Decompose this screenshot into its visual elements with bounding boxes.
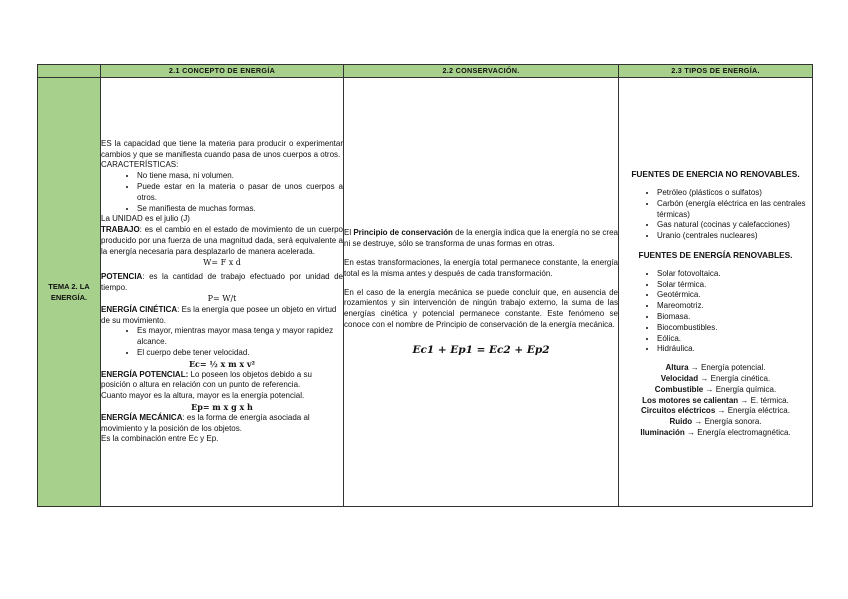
- cinetica-definition: [101, 305, 343, 327]
- relation-term: Circuitos eléctricos: [641, 406, 716, 416]
- relation-value: Energía sonora.: [704, 417, 762, 427]
- relation-value: Energía eléctrica.: [727, 406, 790, 416]
- list-item: • Gas natural (cocinas y calefacciones): [657, 220, 812, 231]
- trabajo-text: : es el cambio en el estado de movimiento de un cuerpo producido por una fuerza de una magnitud dada, será equivalente a la energía necesaria para desplazarlo de manera acelerada.: [101, 225, 343, 256]
- relation-term: Iluminación: [640, 427, 685, 437]
- header-conservacion: 2.2 CONSERVACIÓN.: [344, 65, 619, 78]
- potencial-text: Lo poseen los objetos debido a su posición o altura en relación con un punto de referencia.: [101, 369, 312, 390]
- potencial-definition: [101, 370, 343, 392]
- renovables-title: FUENTES DE ENERGÍA RENOVABLES.: [638, 250, 793, 261]
- header-concepto: 2.1 CONCEPTO DE ENERGÍA: [101, 65, 344, 78]
- relation-item: [619, 428, 812, 439]
- principio-term: Principio de conservación: [353, 228, 453, 238]
- relation-term: Altura: [665, 363, 689, 373]
- relation-item: [619, 396, 812, 407]
- list-item: • Petróleo (plásticos o sulfatos): [657, 188, 812, 199]
- conservacion-p3: En el caso de la energía mecánica se puede concluir que, en ausencia de rozamientos y sin intervención de ningún trabajo externo, la suma de las energías cinética y potencial permanece constante. Este fenómeno se conoce con el nombre de Principio de conservación de la energía mecánica.: [344, 287, 618, 329]
- list-item: • Hidráulica.: [657, 344, 812, 355]
- conservacion-p1-pre: El: [344, 228, 354, 238]
- mecanica-text: : es la forma de energía asociada al movimiento y la posición de los objetos.: [101, 412, 310, 433]
- cinetica-list: [101, 326, 343, 358]
- relation-term: Velocidad: [660, 373, 699, 383]
- list-item: • Se manifiesta de muchas formas.: [137, 204, 343, 215]
- list-item: • Carbón (energía eléctrica en las centrales térmicas): [657, 199, 812, 221]
- unidad-text: La UNIDAD es el julio (J): [101, 214, 190, 224]
- relation-value: Energía potencial.: [701, 363, 766, 373]
- topic-line-2: ENERGÍA.: [50, 293, 88, 302]
- arrow-right-icon: →: [738, 395, 751, 405]
- relation-item: [619, 385, 812, 396]
- topic-line-1: TEMA 2. LA: [48, 282, 90, 291]
- no-renovables-title: FUENTES DE ENERCIA NO RENOVABLES.: [631, 169, 800, 180]
- list-item: • Biomasa.: [657, 312, 812, 323]
- energy-summary-table: [37, 64, 813, 507]
- trabajo-definition: [101, 225, 343, 257]
- caracteristicas-list: [101, 171, 343, 214]
- content-row: [38, 78, 813, 507]
- potencia-formula: P= W/t: [207, 294, 237, 303]
- mecanica-text-2: Es la combinación entre Ec y Ep.: [101, 434, 219, 444]
- conservacion-p1-post: de la energía indica que la energía no se crea ni se destruye, sólo se transforma de unas formas en otras.: [344, 228, 618, 249]
- renovables-list: [619, 269, 812, 355]
- cinetica-text: : Es la energía que posee un objeto en virtud de su movimiento.: [101, 304, 337, 325]
- conservacion-cell: [344, 78, 619, 507]
- potencial-text-2: Cuanto mayor es la altura, mayor es la energía potencial.: [101, 391, 305, 401]
- list-item: • El cuerpo debe tener velocidad.: [137, 348, 343, 359]
- relation-item: [619, 374, 812, 385]
- tipos-cell: [619, 78, 813, 507]
- conservacion-p1: [344, 228, 618, 250]
- cinetica-formula: Ec= ½ x m x v²: [188, 358, 256, 369]
- potencia-definition: [101, 272, 343, 294]
- mecanica-definition: [101, 413, 343, 435]
- list-item: • Puede estar en la materia o pasar de unos cuerpos a otros.: [137, 182, 343, 204]
- header-corner: [38, 65, 101, 78]
- list-item: • Uranio (centrales nucleares): [657, 231, 812, 242]
- list-item: • Mareomotriz.: [657, 301, 812, 312]
- relation-item: [619, 363, 812, 374]
- list-item: • No tiene masa, ni volumen.: [137, 171, 343, 182]
- potencia-text: : es la cantidad de trabajo efectuado por unidad de tiempo.: [101, 272, 343, 293]
- list-item: • Geotérmica.: [657, 290, 812, 301]
- relation-item: [619, 406, 812, 417]
- header-tipos: 2.3 TIPOS DE ENERGÍA.: [619, 65, 813, 78]
- relation-term: Los motores se calientan: [642, 395, 739, 405]
- list-item: • Solar fotovoltaica.: [657, 269, 812, 280]
- cinetica-term: ENERGÍA CINÉTICA: [101, 304, 178, 314]
- relation-term: Ruido: [669, 417, 693, 427]
- relation-value: Energía cinética.: [710, 373, 771, 383]
- trabajo-term: TRABAJO: [101, 225, 140, 235]
- relation-value: E. térmica.: [750, 395, 789, 405]
- conservation-equation-text: Ec1 + Ep1 = Ec2 + Ep2: [412, 343, 550, 356]
- arrow-right-icon: →: [692, 417, 705, 427]
- list-item: • Es mayor, mientras mayor masa tenga y mayor rapidez alcance.: [137, 326, 343, 348]
- potencia-term: POTENCIA: [101, 272, 143, 282]
- arrow-right-icon: →: [698, 373, 711, 383]
- relation-item: [619, 417, 812, 428]
- list-item: • Eólica.: [657, 334, 812, 345]
- mecanica-term: ENERGÍA MECÁNICA: [101, 412, 183, 422]
- arrow-right-icon: →: [715, 406, 728, 416]
- relation-value: Energía electromagnética.: [697, 427, 791, 437]
- relation-term: Combustible: [654, 384, 704, 394]
- topic-cell: [38, 78, 101, 507]
- arrow-right-icon: →: [688, 363, 702, 373]
- conservation-equation: [344, 345, 618, 356]
- arrow-right-icon: →: [684, 427, 698, 437]
- list-item: • Biocombustibles.: [657, 323, 812, 334]
- conservacion-p2: En estas transformaciones, la energía total permanece constante, la energía total es la misma antes y después de cada transformación.: [344, 258, 618, 278]
- arrow-right-icon: →: [703, 384, 716, 394]
- no-renovables-list: [619, 188, 812, 242]
- concepto-intro: ES la capacidad que tiene la materia para producir o experimentar cambios y que se manifiesta cuando pasa de unos cuerpos a otros.: [101, 138, 343, 159]
- potencial-term: ENERGÍA POTENCIAL:: [101, 369, 189, 379]
- header-row: [38, 65, 813, 78]
- potencial-formula: Ep= m x g x h: [191, 401, 253, 412]
- trabajo-formula: W= F x d: [203, 257, 241, 267]
- list-item: • Solar térmica.: [657, 280, 812, 291]
- caracteristicas-label: CARACTERÍSTICAS:: [101, 160, 179, 170]
- concepto-cell: [101, 78, 344, 507]
- relation-value: Energía química.: [715, 384, 777, 394]
- energy-relations: [619, 363, 812, 439]
